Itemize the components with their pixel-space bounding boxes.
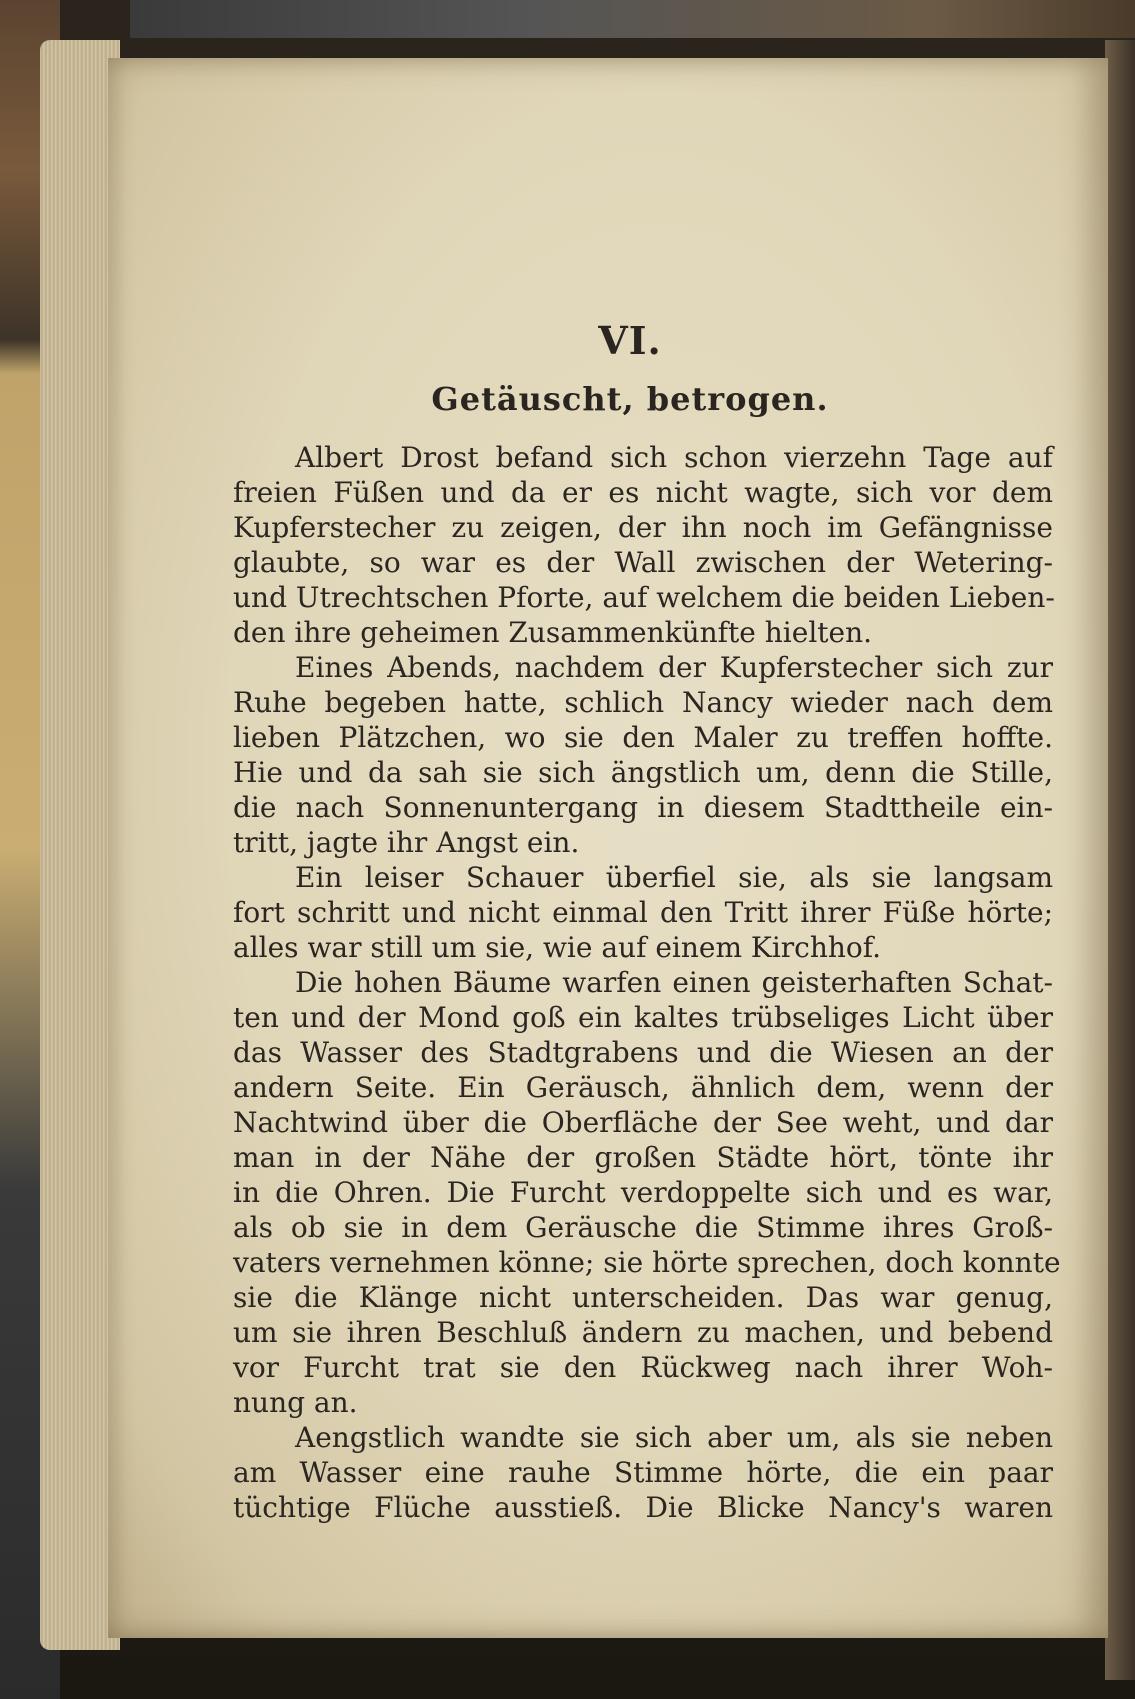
paragraph	[233, 965, 1061, 1420]
chapter-number: VI.	[598, 318, 662, 363]
text-line: Nachtwind über die Oberfläche der See weht, und dar	[233, 1106, 1053, 1139]
text-line: die nach Sonnenuntergang in diesem Stadttheile ein-	[233, 791, 1053, 824]
paragraph	[233, 440, 1053, 650]
text-line: Die hohen Bäume warfen einen geisterhaften Schat-	[295, 966, 1053, 999]
text-line: und Utrechtschen Pforte, auf welchem die beiden Lieben-	[233, 581, 1055, 614]
book-binding-right	[1105, 40, 1135, 1680]
text-line: tüchtige Flüche ausstieß. Die Blicke Nancy's waren	[233, 1491, 1053, 1524]
text-line: als ob sie in dem Geräusche die Stimme ihres Groß-	[233, 1211, 1053, 1244]
text-line: Eines Abends, nachdem der Kupferstecher sich zur	[295, 651, 1053, 684]
body-text	[233, 440, 1061, 1525]
text-line: um sie ihren Beschluß ändern zu machen, und bebend	[233, 1316, 1053, 1349]
text-line: alles war still um sie, wie auf einem Kirchhof.	[233, 931, 882, 964]
paragraph	[233, 860, 1053, 965]
text-line: sie die Klänge nicht unterscheiden. Das war genug,	[233, 1281, 1053, 1314]
paragraph	[233, 650, 1053, 860]
text-line: in die Ohren. Die Furcht verdoppelte sich und es war,	[233, 1176, 1053, 1209]
text-line: freien Füßen und da er es nicht wagte, sich vor dem	[233, 476, 1053, 509]
text-line: ten und der Mond goß ein kaltes trübseliges Licht über	[233, 1001, 1053, 1034]
text-line: lieben Plätzchen, wo sie den Maler zu treffen hoffte.	[233, 721, 1053, 754]
text-line: man in der Nähe der großen Städte hört, tönte ihr	[233, 1141, 1053, 1174]
text-line: fort schritt und nicht einmal den Tritt ihrer Füße hörte;	[233, 896, 1053, 929]
text-line: am Wasser eine rauhe Stimme hörte, die ein paar	[233, 1456, 1053, 1489]
text-line: Ein leiser Schauer überfiel sie, als sie langsam	[295, 861, 1053, 894]
chapter-title: Getäuscht, betrogen.	[431, 380, 829, 418]
text-line: Aengstlich wandte sie sich aber um, als sie neben	[295, 1421, 1053, 1454]
text-line: Albert Drost befand sich schon vierzehn Tage auf	[295, 441, 1053, 474]
text-line: Kupferstecher zu zeigen, der ihn noch im Gefängnisse	[233, 511, 1053, 544]
text-line: andern Seite. Ein Geräusch, ähnlich dem, wenn der	[233, 1071, 1053, 1104]
book-cover-top	[130, 0, 1135, 38]
text-line: glaubte, so war es der Wall zwischen der Wetering-	[233, 546, 1053, 579]
text-line: das Wasser des Stadtgrabens und die Wiesen an der	[233, 1036, 1053, 1069]
paragraph	[233, 1420, 1053, 1525]
text-line: vaters vernehmen könne; sie hörte sprechen, doch konnte	[233, 1246, 1061, 1279]
text-line: vor Furcht trat sie den Rückweg nach ihrer Woh-	[233, 1351, 1053, 1384]
text-line: Hie und da sah sie sich ängstlich um, denn die Stille,	[233, 756, 1053, 789]
text-line: tritt, jagte ihr Angst ein.	[233, 826, 580, 859]
text-line: nung an.	[233, 1386, 358, 1419]
text-line: Ruhe begeben hatte, schlich Nancy wieder nach dem	[233, 686, 1053, 719]
text-line: den ihre geheimen Zusammenkünfte hielten.	[233, 616, 873, 649]
